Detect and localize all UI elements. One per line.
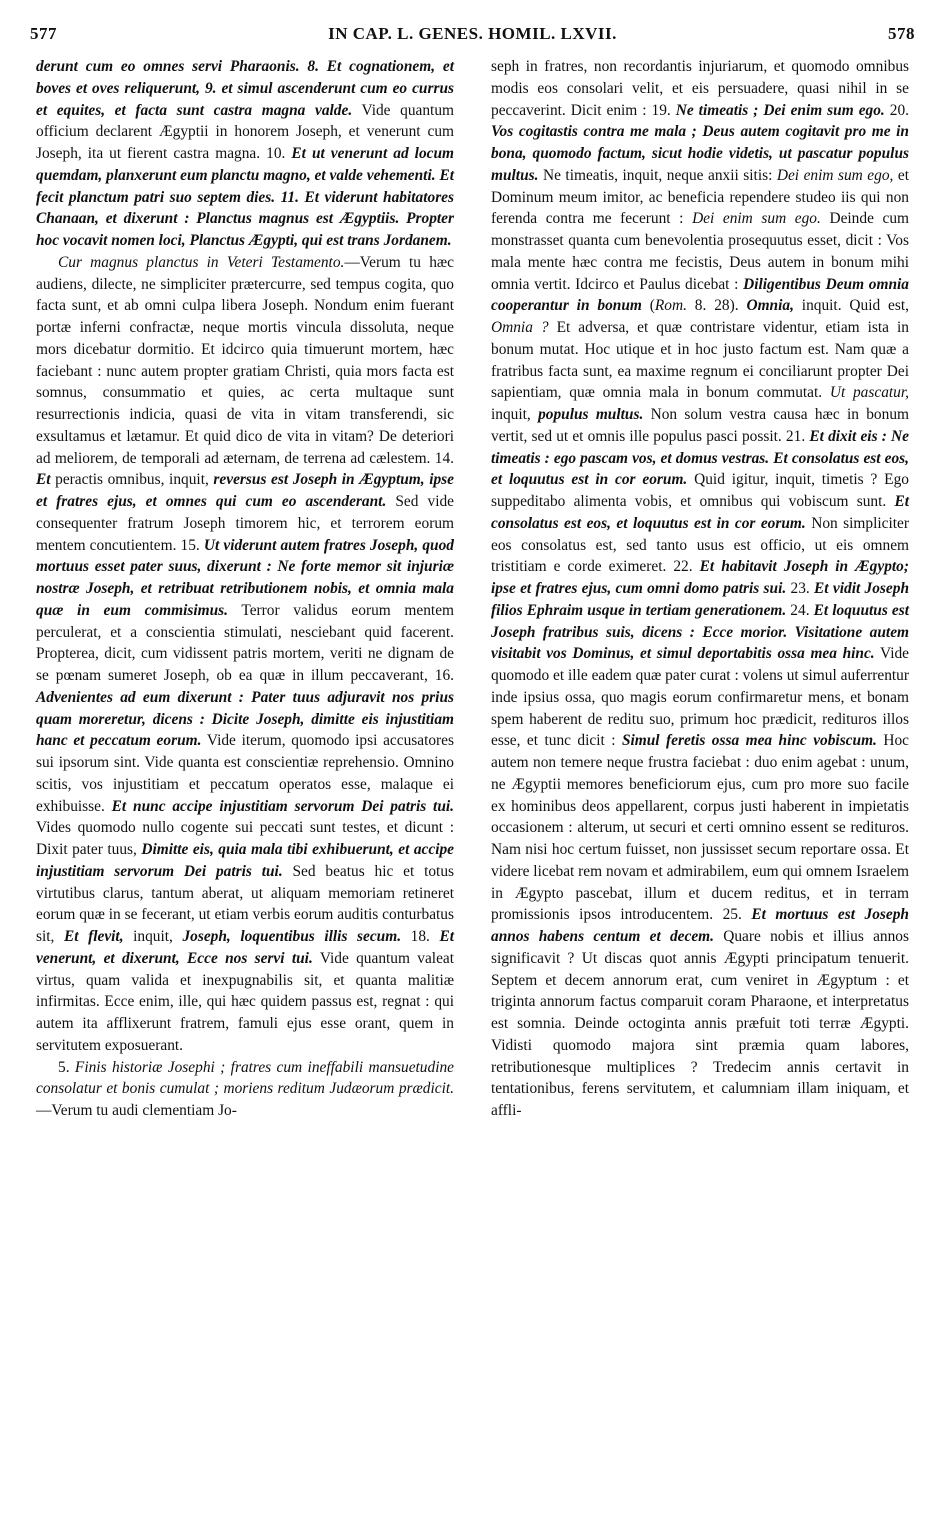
paragraph: [36, 1057, 454, 1122]
scripture-quote: Et consolatus est eos, et loquutus est in cor eorum.: [491, 493, 909, 532]
commentary-text: Vide iterum, quomodo ipsi accusatores sui ipsorum sint. Vide quanta est conscientiæ reprehensio. Omnino scitis, vos injustitiam et peccatum operatos esse, malaque ei exhibuisse.: [36, 732, 455, 815]
scripture-quote: Diligentibus Deum omnia cooperantur in bonum: [491, 275, 909, 315]
scripture-quote: Rom.: [654, 297, 687, 315]
commentary-text: —Verum tu hæc audiens, dilecte, ne simpliciter prætercurre, sed tempus cogita, quo facta sunt, et ab omni culpa libera Joseph. Nondum enim fuerant portæ inferni confractæ, neque mortis vincula dissoluta, neque mors dicebatur dormitio. Et idcirco quia timuerunt mortem, hæc faciebant : nunc autem propter gratiam Christi, quia mors facta est somnus, consummatio et quies, ac certa multaque sunt resurrectionis indicia, quasi de vita in vitam transferendi, sic exsultamus et lætamur. Et quid dico de vita in vitam? De deteriori ad meliorem, de temporali ad æternam, de terrena ad cælestem. 14.: [36, 253, 454, 467]
scripture-quote: Ne timeatis ; Dei enim sum ego.: [675, 101, 885, 119]
commentary-text: et Dominum meum imitor, ac beneficia rependere studeo iis qui non ferenda contra me fecerunt :: [491, 166, 909, 228]
scripture-quote: Simul feretis ossa mea hinc vobiscum.: [621, 732, 877, 750]
commentary-text: —Verum tu audi clementiam Jo-: [36, 1102, 237, 1119]
scripture-quote: Ut pascatur,: [829, 384, 909, 402]
scripture-quote: Omnia,: [746, 297, 794, 315]
scripture-quote: Advenientes ad eum dixerunt : Pater tuus adjuravit nos prius quam moreretur, dicens : Dicite Joseph, dimitte eis injustitiam hanc et peccatum eorum.: [36, 688, 454, 750]
scripture-quote: Ut viderunt autem fratres Joseph, quod mortuus esset pater suus, dixerunt : Ne forte memor sit injuriæ nostræ Joseph, et retribuat retributionem nobis, et omnia mala quæ in eum commisimus.: [36, 536, 454, 619]
commentary-text: Vide quantum officium declarent Ægyptii in honorem Joseph, et venerunt cum Joseph, ita ut fierent castra magna. 10.: [36, 101, 454, 162]
scripture-quote: reversus est Joseph in Ægyptum, ipse et fratres ejus, et omnes qui cum eo ascenderant.: [36, 471, 455, 510]
scripture-quote: Dei enim sum ego.: [692, 210, 821, 228]
scripture-quote: Et flevit,: [63, 928, 124, 945]
scripture-quote: Et nunc accipe injustitiam servorum Dei patris tui.: [111, 797, 454, 815]
paragraph: [491, 56, 909, 1122]
commentary-text: Vide quomodo et ille eadem quæ pater curat : volens ut simul auferrentur inde ipsius ossa, quo magis eorum confirmaretur mens, et bonam spem haberent de reditu suo, primum hoc prædicit, redituros illos esse, et tunc dicit :: [491, 645, 909, 750]
commentary-text: seph in fratres, non recordantis injuriarum, et quomodo omnibus modis eos consolari velit, et eis persuadere, quasi nihil in se peccaverint. Dicit enim : 19.: [491, 58, 909, 119]
commentary-text: inquit. Quid est,: [793, 297, 910, 315]
commentary-text: Sed beatus hic et totus virtutibus clarus, tantum aberat, ut aliquam memoriam retineret eorum quæ in se fecerant, ut etiam verbis eorum auditis conturbatus sit,: [36, 862, 455, 945]
commentary-text: 23.: [786, 580, 815, 597]
commentary-text: Non simpliciter eos consolatus est, sed tanto usus est officio, ut eis omnem tristitiam e corde eximeret. 22.: [491, 514, 909, 576]
scripture-quote: Et vidit Joseph filios Ephraim usque in tertiam generationem.: [491, 580, 910, 619]
commentary-text: Deinde cum monstrasset quanta cum benevolentia prosequutus esset, dicit : Vos mala mente hæc contra me fecistis, Deus autem in bonum mihi omnia vertit. Idcirco et Paulus dicebat :: [491, 210, 909, 293]
scripture-quote: Dei enim sum ego,: [776, 166, 894, 184]
scripture-quote: Joseph, loquentibus illis secum.: [182, 928, 402, 945]
scripture-quote: derunt cum eo omnes servi Pharaonis. 8. Et cognationem, et boves et oves reliquerunt, 9. et simul ascenderunt cum eo currus et equites, et facta sunt castra magna valde.: [36, 58, 454, 119]
paragraph: [36, 56, 454, 252]
scripture-quote: Finis historiæ Josephi ; fratres cum ineffabili mansuetudine consolatur et bonis cumulat ; moriens reditum Judæorum prædicit.: [36, 1058, 454, 1098]
scripture-quote: Et: [36, 471, 51, 489]
scripture-quote: Et dixit eis : Ne timeatis : ego pascam vos, et domus vestras. Et consolatus est eos, et loquutus est in cor eorum.: [491, 427, 909, 489]
commentary-text: Terror validus eorum mentem perculerat, et a conscientia stimulati, nesciebant quid facerent. Propterea, dicit, cum vidissent patris mortem, veriti ne dignam de se pœnam sumeret Joseph, ob ea quæ in illum peccaverant, 16.: [36, 601, 454, 684]
scripture-quote: Omnia ?: [491, 319, 549, 336]
commentary-text: Hoc autem non temere neque frustra faciebat : duo enim agebat : unum, ne Ægyptii memores beneficiorum ejus, cum pro more suo facile ex hominibus deos appellarent, corpus justi haberent in impietatis occasionem : alterum, ut securi et certi omnino essent se redituros. Nam nisi hoc certum fuisset, non jussisset secum reportare ossa. Et videre licebat rem novam et admirabilem, eum qui omnem Israelem in Ægypto pascebat, illum et ducem reditus, et in terram promissionis ipsos introducentem. 25.: [491, 732, 909, 924]
commentary-text: Non solum vestra causa hæc in bonum vertit, sed ut et omnis ille populus pasci possit. 21.: [491, 406, 909, 445]
commentary-text: Et adversa, et quæ contristare videntur, etiam ista in bonum mutat. Hoc utique et in hoc justo factum est. Nam quæ a fratribus facta sunt, ea maxime regnum ei conciliarunt propter Dei sapientiam, quæ omnia mala in bonum commutat.: [491, 319, 909, 402]
commentary-text: inquit,: [123, 928, 183, 945]
commentary-text: Ne timeatis, inquit, neque anxii sitis:: [538, 166, 777, 184]
scripture-quote: Et venerunt, et dixerunt, Ecce nos servi tui.: [36, 928, 454, 967]
commentary-text: 20.: [884, 101, 909, 119]
commentary-text: inquit,: [491, 406, 539, 423]
commentary-text: 5.: [58, 1058, 75, 1076]
scripture-quote: Et habitavit Joseph in Ægypto; ipse et fratres ejus, cum omni domo patris sui.: [491, 558, 909, 597]
commentary-text: Quare nobis et illius annos significavit ? Ut discas quot annis Ægypti principatum tenuerit. Septem et decem annorum erat, cum veniret in Ægyptum : et triginta annorum factus comparuit coram Pharaone, et interpretatus est somnia. Deinde octoginta annis præfuit toti terræ Ægypti. Vidisti quomodo majora sint præmia quam labores, retributionesque multiplices ? Tredecim annis certavit in tentationibus, ferens servitutem, et calumniam illam iniquam, et affli-: [491, 928, 909, 1119]
book-page: [30, 18, 915, 1528]
commentary-text: Vides quomodo nullo cogente sui peccati sunt testes, et dicunt : Dixit pater tuus,: [36, 819, 454, 858]
commentary-text: Sed vide consequenter fratrum Joseph timorem hic, et terrorem eorum mentem concutientem. 15.: [36, 493, 455, 554]
scripture-quote: Dimitte eis, quia mala tibi exhibuerunt, et accipe injustitiam servorum Dei patris tui.: [36, 841, 454, 880]
commentary-text: Quid igitur, inquit, timetis ? Ego suppeditabo alimenta vobis, et omnibus qui vobiscum sunt.: [491, 471, 909, 510]
paragraph: [36, 252, 454, 1057]
running-title: IN CAP. L. GENES. HOMIL. LXVII.: [328, 24, 617, 43]
page-header: [30, 18, 915, 52]
commentary-text: peractis omnibus, inquit,: [50, 471, 214, 489]
scripture-quote: Cur magnus planctus in Veteri Testamento.: [58, 253, 345, 271]
commentary-text: 18.: [401, 928, 440, 945]
scripture-quote: Et ut venerunt ad locum quemdam, planxerunt eum planctu magno, et valde vehementi. Et fecit planctum patri suo septem dies. 11. Et viderunt habitatores Chanaan, et dixerunt : Planctus magnus est Ægyptiis. Propter hoc vocavit nomen loci, Planctus Ægypti, qui est trans Jordanem.: [36, 145, 455, 249]
page-number-left: 577: [30, 24, 57, 43]
commentary-text: 8. 28).: [686, 297, 747, 315]
text-column-left: [36, 56, 454, 1122]
commentary-text: 24.: [786, 601, 814, 619]
page-number-right: 578: [888, 24, 915, 43]
commentary-text: (: [641, 297, 655, 315]
scripture-quote: populus multus.: [538, 406, 644, 423]
scripture-quote: Vos cogitastis contra me mala ; Deus autem cogitavit pro me in bona, quomodo factum, sicut hodie videtis, ut pascatur populus multus.: [491, 123, 909, 184]
scripture-quote: Et mortuus est Joseph annos habens centum et decem.: [491, 906, 909, 945]
text-column-right: [491, 56, 909, 1122]
scripture-quote: Et loquutus est Joseph fratribus suis, dicens : Ecce morior. Visitatione autem visitabit vos Dominus, et simul deportabitis ossa mea hinc.: [491, 601, 909, 663]
commentary-text: Vide quantum valeat virtus, quam valida et inexpugnabilis sit, et quanta malitiæ infirmitas. Ecce enim, ille, qui hæc quidem passus est, regnat : qui autem ita afflixerunt fratrem, famuli ejus esse orant, quem in servitutem exposuerant.: [36, 949, 455, 1054]
